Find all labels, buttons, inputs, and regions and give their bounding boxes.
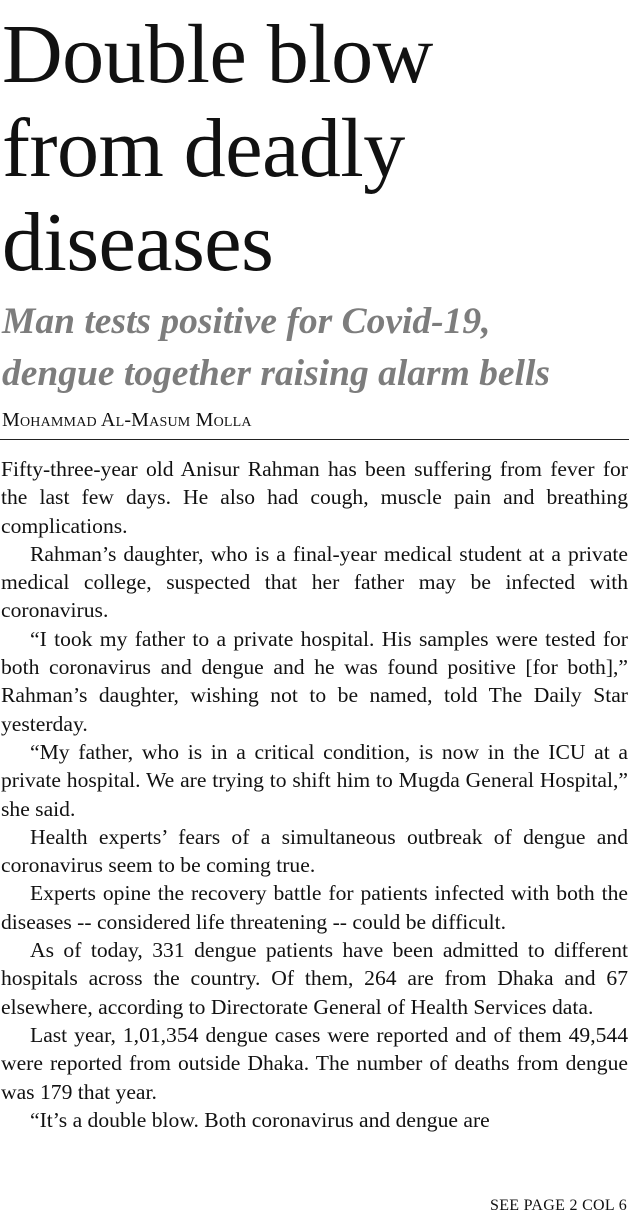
body-paragraph: “My father, who is in a critical condition, is now in the ICU at a private hospital. We are trying to shift him to Mugda General Hospital,” she said. bbox=[1, 739, 628, 821]
headline: Double blow from deadly diseases bbox=[2, 8, 433, 289]
body-paragraph: “It’s a double blow. Both coronavirus and dengue are bbox=[30, 1107, 490, 1132]
body-paragraph: As of today, 331 dengue patients have been admitted to different hospitals across the country. Of them, 264 are from Dhaka and 67 elsewhere, according to Directorate General of Health Services data. bbox=[1, 938, 628, 1019]
article-body bbox=[1, 455, 628, 1134]
byline-divider bbox=[0, 439, 629, 440]
subheadline: Man tests positive for Covid-19, dengue together raising alarm bells bbox=[2, 301, 550, 394]
body-paragraph: Rahman’s daughter, who is a final-year medical student at a private medical college, suspected that her father may be infected with coronavirus. bbox=[1, 541, 628, 623]
body-paragraph: Last year, 1,01,354 dengue cases were reported and of them 49,544 were reported from outside Dhaka. The number of deaths from dengue was 179 that year. bbox=[1, 1022, 628, 1104]
byline: Mohammad Al-Masum Molla bbox=[2, 409, 252, 431]
body-paragraph: Fifty-three-year old Anisur Rahman has been suffering from fever for the last few days. He also had cough, muscle pain and breathing complications. bbox=[1, 457, 628, 538]
body-paragraph: Experts opine the recovery battle for patients infected with both the diseases -- considered life threatening -- could be difficult. bbox=[1, 881, 628, 934]
body-paragraph: “I took my father to a private hospital. His samples were tested for both coronavirus and dengue and he was found positive [for both],” Rahman’s daughter, wishing not to be named, told The Daily Star yesterday. bbox=[1, 626, 628, 736]
body-paragraph: Health experts’ fears of a simultaneous outbreak of dengue and coronavirus seem to be coming true. bbox=[1, 824, 628, 878]
continuation-note: SEE PAGE 2 COL 6 bbox=[490, 1197, 627, 1214]
